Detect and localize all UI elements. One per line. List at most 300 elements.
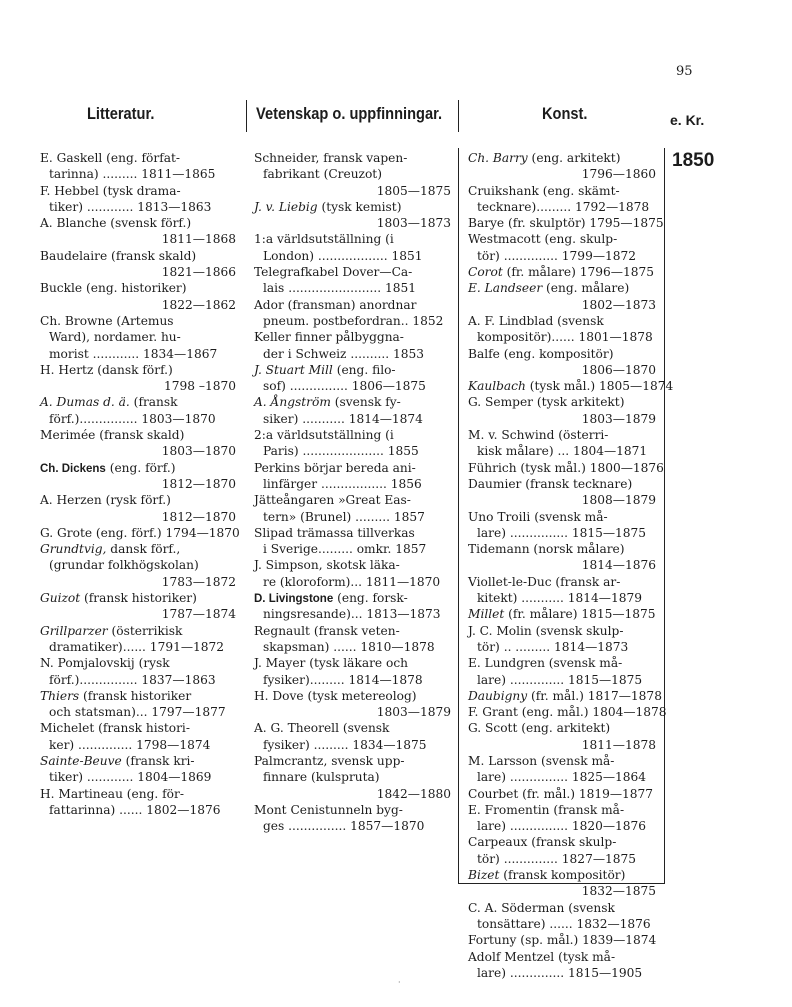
entry-text: (tysk kemist) xyxy=(317,199,402,214)
entry-line xyxy=(468,574,656,590)
entry-text: Uno Troili (svensk må- xyxy=(468,509,608,524)
entry-text: (österrikisk xyxy=(107,623,183,638)
entry-text: (fransk xyxy=(129,395,178,410)
entry-line xyxy=(40,525,240,541)
entry-text: 1808—1879 xyxy=(581,493,656,508)
literature-header: Litteratur. xyxy=(87,104,155,123)
entry-text: Regnault (fransk veten- xyxy=(254,623,400,638)
entry-line xyxy=(468,883,656,899)
entry-name: A. Ångström xyxy=(254,395,331,410)
entry-line xyxy=(40,166,236,182)
entry-text: 1805—1875 xyxy=(376,183,451,198)
entry-line xyxy=(468,411,656,427)
entry-line xyxy=(254,362,451,378)
entry-text: 1803—1870 xyxy=(161,444,236,459)
entry-line xyxy=(40,313,236,329)
entry-line xyxy=(468,965,656,981)
entry-text: 1803—1879 xyxy=(581,411,656,426)
entry-line xyxy=(468,394,656,410)
entry-name: Daubigny xyxy=(468,688,528,703)
entry-text: M. Larsson (svensk må- xyxy=(468,753,615,768)
entry-line xyxy=(468,150,656,166)
entry-line xyxy=(254,639,451,655)
entry-line xyxy=(468,248,656,264)
entry-name: Guizot xyxy=(40,591,81,606)
entry-line xyxy=(254,818,451,834)
entry-line xyxy=(468,264,656,280)
entry-text: (eng. filo- xyxy=(332,362,396,377)
entry-text: (grundar folkhögskolan) xyxy=(49,558,199,573)
entry-text: 1832—1875 xyxy=(581,884,656,899)
entry-text: 1803—1879 xyxy=(376,705,451,720)
entry-text: pneum. postbefordran.. 1852 xyxy=(263,313,444,328)
entry-text: kompositör)...... 1801—1878 xyxy=(477,330,653,345)
entry-line xyxy=(40,183,236,199)
entry-line xyxy=(40,492,236,508)
entry-line xyxy=(40,199,236,215)
entry-text: Ward), nordamer. hu- xyxy=(49,330,181,345)
entry-line xyxy=(40,737,236,753)
entry-text: Westmacott (eng. skulp- xyxy=(468,232,618,247)
entry-text: Paris) ..................... 1855 xyxy=(263,444,419,459)
entry-line xyxy=(40,704,236,720)
entry-text: 1821—1866 xyxy=(161,265,236,280)
entry-line xyxy=(468,851,656,867)
entry-line xyxy=(254,150,451,166)
entry-text: 1811—1868 xyxy=(161,232,236,247)
entry-line xyxy=(40,394,236,410)
entry-text: lais ........................ 1851 xyxy=(263,281,417,296)
art-header: Konst. xyxy=(542,104,588,123)
entry-line xyxy=(254,509,451,525)
entry-text: 1842—1880 xyxy=(376,786,451,801)
entry-line xyxy=(40,509,236,525)
column-divider-3 xyxy=(664,148,665,883)
entry-text: fattarinna) ...... 1802—1876 xyxy=(49,802,221,817)
column-divider-2 xyxy=(458,148,459,883)
entry-text: F. Hebbel (tysk drama- xyxy=(40,183,181,198)
entry-line xyxy=(40,655,236,671)
entry-text: fysiker) ......... 1834—1875 xyxy=(263,737,427,752)
entry-text: (fransk kri- xyxy=(121,753,195,768)
entry-line xyxy=(40,362,236,378)
entry-text: G. Scott (eng. arkitekt) xyxy=(468,721,611,736)
entry-text: Cruikshank (eng. skämt- xyxy=(468,183,620,198)
entry-text: Perkins börjar bereda ani- xyxy=(254,460,416,475)
entry-line xyxy=(40,476,236,492)
entry-line xyxy=(468,639,656,655)
entry-line xyxy=(468,427,656,443)
entry-line xyxy=(468,166,656,182)
entry-text: der i Schweiz .......... 1853 xyxy=(263,346,424,361)
entry-text: (fr. mål.) 1817—1878 xyxy=(527,688,662,703)
entry-line xyxy=(254,231,451,247)
entry-line xyxy=(468,623,656,639)
entry-text: dramatiker)...... 1791—1872 xyxy=(49,639,225,654)
year-marker: 1850 xyxy=(672,150,715,171)
entry-text: morist ............ 1834—1867 xyxy=(49,346,218,361)
entry-text: sof) ............... 1806—1875 xyxy=(263,379,426,394)
entry-line xyxy=(254,248,451,264)
entry-line xyxy=(468,769,656,785)
entry-text: tör) .............. 1799—1872 xyxy=(477,248,637,263)
entry-text: Keller finner pålbyggna- xyxy=(254,330,404,345)
entry-line xyxy=(254,280,451,296)
entry-text: Merimée (fransk skald) xyxy=(40,428,185,443)
entry-text: Palmcrantz, svensk upp- xyxy=(254,753,405,768)
entry-text: Barye (fr. skulptör) 1795—1875 xyxy=(468,216,664,231)
entry-text: tecknare)......... 1792—1878 xyxy=(477,199,650,214)
entry-line xyxy=(468,280,656,296)
entry-line xyxy=(40,672,236,688)
entry-text: 1811—1878 xyxy=(581,737,656,752)
entry-text: tör) .............. 1827—1875 xyxy=(477,851,637,866)
entry-text: London) .................. 1851 xyxy=(263,248,423,263)
entry-text: Slipad trämassa tillverkas xyxy=(254,525,415,540)
entry-text: lare) ............... 1815—1875 xyxy=(477,525,647,540)
entry-line xyxy=(468,525,656,541)
entry-text: kitekt) ........... 1814—1879 xyxy=(477,591,643,606)
entry-line xyxy=(468,753,656,769)
entry-line xyxy=(40,802,236,818)
entry-text: (tysk mål.) 1805—1874 xyxy=(525,379,674,394)
entry-text: J. Mayer (tysk läkare och xyxy=(254,656,409,671)
entry-line xyxy=(254,411,451,427)
entry-name: Grundtvig, xyxy=(40,542,107,557)
entry-line xyxy=(40,541,236,557)
entry-line xyxy=(468,688,662,704)
entry-name: J. v. Liebig xyxy=(254,199,318,214)
entry-line xyxy=(40,427,236,443)
entry-text: J. Simpson, skotsk läka- xyxy=(254,558,400,573)
entry-line xyxy=(468,329,656,345)
entry-text: Tidemann (norsk målare) xyxy=(468,542,625,557)
entry-line xyxy=(468,492,656,508)
entry-line xyxy=(254,492,451,508)
entry-text: F. Grant (eng. mål.) 1804—1878 xyxy=(468,705,667,720)
entry-line xyxy=(468,541,656,557)
entry-line xyxy=(468,313,656,329)
entry-text: J. C. Molin (svensk skulp- xyxy=(468,623,624,638)
entry-text: Schneider, fransk vapen- xyxy=(254,151,408,165)
entry-line xyxy=(40,590,236,606)
entry-line xyxy=(40,411,236,427)
page-speck: · xyxy=(398,978,401,987)
entry-line xyxy=(468,606,656,622)
literature-column xyxy=(40,150,240,818)
entry-text: (fr. målare) 1796—1875 xyxy=(502,265,654,280)
entry-name: E. Landseer xyxy=(468,281,543,296)
entry-line xyxy=(254,590,451,606)
entry-line xyxy=(254,215,451,231)
entry-line xyxy=(40,297,236,313)
entry-text: A. G. Theorell (svensk xyxy=(254,721,390,736)
era-label: e. Kr. xyxy=(670,112,705,128)
entry-text: Balfe (eng. kompositör) xyxy=(468,346,614,361)
entry-line xyxy=(254,427,451,443)
entry-text: kisk målare) ... 1804—1871 xyxy=(477,444,648,459)
entry-line xyxy=(468,378,674,394)
entry-text: tarinna) ......... 1811—1865 xyxy=(49,167,216,182)
page-number: 95 xyxy=(676,64,693,79)
entry-line xyxy=(254,655,451,671)
entry-line xyxy=(468,460,664,476)
entry-text: Mont Cenistunneln byg- xyxy=(254,802,403,817)
entry-line xyxy=(468,443,656,459)
entry-text: re (kloroform)... 1811—1870 xyxy=(263,574,441,589)
entry-line xyxy=(254,623,451,639)
entry-line xyxy=(40,639,236,655)
entry-line xyxy=(40,215,236,231)
entry-name: Thiers xyxy=(40,688,80,703)
entry-line xyxy=(254,476,451,492)
entry-text: 1806—1870 xyxy=(581,362,656,377)
entry-text: tiker) ............ 1804—1869 xyxy=(49,770,212,785)
entry-text: ges ............... 1857—1870 xyxy=(263,819,425,834)
entry-text: (fransk historiker xyxy=(79,688,192,703)
entry-line xyxy=(254,769,451,785)
entry-text: 1787—1874 xyxy=(161,607,236,622)
entry-text: och statsman)... 1797—1877 xyxy=(49,705,226,720)
column-divider-1 xyxy=(246,100,247,132)
entry-line xyxy=(468,867,656,883)
entry-text: 1796—1860 xyxy=(581,167,656,182)
entry-text: Fortuny (sp. mål.) 1839—1874 xyxy=(468,933,657,948)
entry-text: tern» (Brunel) ......... 1857 xyxy=(263,509,425,524)
entry-line xyxy=(254,574,451,590)
entry-text: (eng. målare) xyxy=(542,281,630,296)
entry-text: siker) ........... 1814—1874 xyxy=(263,411,423,426)
entry-name: Corot xyxy=(468,265,503,280)
entry-line xyxy=(254,688,451,704)
entry-name: Ch. Dickens xyxy=(40,462,106,475)
entry-line xyxy=(254,460,451,476)
entry-name: J. Stuart Mill xyxy=(254,362,333,377)
entry-text: Buckle (eng. historiker) xyxy=(40,281,187,296)
science-column xyxy=(254,150,451,834)
entry-line xyxy=(254,378,451,394)
entry-text: 1822—1862 xyxy=(161,297,236,312)
entry-line xyxy=(468,297,656,313)
entry-line xyxy=(254,264,451,280)
entry-line xyxy=(40,264,236,280)
entry-line xyxy=(254,704,451,720)
entry-text: Daumier (fransk tecknare) xyxy=(468,476,633,491)
entry-line xyxy=(468,231,656,247)
entry-text: H. Dove (tysk metereolog) xyxy=(254,688,417,703)
entry-text: C. A. Söderman (svensk xyxy=(468,900,615,915)
entry-line xyxy=(40,688,236,704)
entry-text: A. Herzen (rysk förf.) xyxy=(40,493,171,508)
entry-name: Kaulbach xyxy=(468,379,526,394)
entry-text: (fransk historiker) xyxy=(80,591,197,606)
entry-line xyxy=(40,460,236,476)
entry-name: Grillparzer xyxy=(40,623,108,638)
entry-line xyxy=(254,166,451,182)
entry-text: lare) ............... 1820—1876 xyxy=(477,819,647,834)
entry-line xyxy=(40,346,236,362)
entry-text: E. Gaskell (eng. förfat- xyxy=(40,151,181,165)
entry-text: E. Fromentin (fransk må- xyxy=(468,802,625,817)
entry-text: 1:a världsutställning (i xyxy=(254,232,394,247)
entry-line xyxy=(254,346,451,362)
entry-line xyxy=(40,329,236,345)
entry-text: M. v. Schwind (österri- xyxy=(468,428,609,443)
entry-line xyxy=(254,557,451,573)
entry-text: G. Semper (tysk arkitekt) xyxy=(468,395,625,410)
entry-line xyxy=(254,672,451,688)
entry-name: D. Livingstone xyxy=(254,593,334,606)
entry-text: Jätteångaren »Great Eas- xyxy=(254,493,411,508)
entry-line xyxy=(468,704,667,720)
entry-text: ningsresande)... 1813—1873 xyxy=(263,607,441,622)
entry-line xyxy=(254,443,451,459)
entry-line xyxy=(254,786,451,802)
entry-text: tiker) ............ 1813—1863 xyxy=(49,199,212,214)
entry-line xyxy=(40,623,236,639)
entry-line xyxy=(254,525,451,541)
entry-line xyxy=(468,932,656,948)
entry-line xyxy=(254,313,451,329)
entry-line xyxy=(468,786,656,802)
entry-text: (svensk fy- xyxy=(330,395,401,410)
entry-text: A. Blanche (svensk förf.) xyxy=(40,216,192,231)
entry-line xyxy=(468,557,656,573)
entry-text: A. F. Lindblad (svensk xyxy=(468,313,604,328)
entry-line xyxy=(254,329,451,345)
entry-text: lare) .............. 1815—1875 xyxy=(477,672,643,687)
entry-line xyxy=(468,590,656,606)
entry-line xyxy=(40,786,236,802)
entry-text: ker) .............. 1798—1874 xyxy=(49,737,211,752)
entry-line xyxy=(40,378,236,394)
science-header: Vetenskap o. uppfinningar. xyxy=(256,104,443,123)
entry-line xyxy=(40,753,236,769)
entry-line xyxy=(254,737,451,753)
entry-text: 1802—1873 xyxy=(581,297,656,312)
entry-text: H. Hertz (dansk förf.) xyxy=(40,362,173,377)
entry-line xyxy=(468,362,656,378)
entry-text: skapsman) ...... 1810—1878 xyxy=(263,639,435,654)
entry-text: 1812—1870 xyxy=(161,509,236,524)
entry-text: (fr. målare) 1815—1875 xyxy=(504,607,656,622)
entry-text: i Sverige......... omkr. 1857 xyxy=(263,542,427,557)
entry-text: (eng. forsk- xyxy=(333,591,408,606)
entry-text: Ch. Browne (Artemus xyxy=(40,313,174,328)
entry-line xyxy=(40,150,236,166)
entry-line xyxy=(40,231,236,247)
entry-text: (fransk kompositör) xyxy=(499,868,626,883)
entry-text: 1803—1873 xyxy=(376,216,451,231)
entry-line xyxy=(468,346,656,362)
entry-line xyxy=(254,541,451,557)
entry-line xyxy=(40,443,236,459)
entry-text: Baudelaire (fransk skald) xyxy=(40,248,197,263)
entry-text: Viollet-le-Duc (fransk ar- xyxy=(468,574,621,589)
entry-text: Telegrafkabel Dover—Ca- xyxy=(254,265,413,280)
entry-text: lare) .............. 1815—1905 xyxy=(477,965,643,980)
entry-text: fysiker)......... 1814—1878 xyxy=(263,672,423,687)
entry-text: N. Pomjalovskij (rysk xyxy=(40,656,170,671)
entry-text: Führich (tysk mål.) 1800—1876 xyxy=(468,460,664,475)
entry-text: tonsättare) ...... 1832—1876 xyxy=(477,916,651,931)
entry-line xyxy=(40,574,236,590)
entry-line xyxy=(254,720,451,736)
entry-text: 1812—1870 xyxy=(161,476,236,491)
entry-line xyxy=(468,900,656,916)
entry-name: Bizet xyxy=(468,868,500,883)
entry-text: finnare (kulspruta) xyxy=(263,770,380,785)
entry-name: A. Dumas d. ä. xyxy=(40,395,130,410)
entry-line xyxy=(468,818,656,834)
entry-text: Carpeaux (fransk skulp- xyxy=(468,835,617,850)
entry-line xyxy=(468,802,656,818)
entry-line xyxy=(40,720,236,736)
entry-text: E. Lundgren (svensk må- xyxy=(468,656,623,671)
entry-text: tör) .. ......... 1814—1873 xyxy=(477,639,629,654)
entry-text: Courbet (fr. mål.) 1819—1877 xyxy=(468,786,654,801)
entry-line xyxy=(468,199,656,215)
entry-line xyxy=(254,297,451,313)
entry-name: Sainte-Beuve xyxy=(40,753,122,768)
entry-text: 1798 –1870 xyxy=(163,379,236,394)
entry-text: H. Martineau (eng. för- xyxy=(40,786,184,801)
entry-line xyxy=(40,606,236,622)
entry-line xyxy=(254,753,451,769)
entry-line xyxy=(468,655,656,671)
entry-text: Adolf Mentzel (tysk må- xyxy=(468,949,616,964)
entry-text: 1814—1876 xyxy=(581,558,656,573)
entry-line xyxy=(468,672,656,688)
entry-line xyxy=(468,834,656,850)
entry-text: dansk förf., xyxy=(106,542,181,557)
entry-text: 1783—1872 xyxy=(161,574,236,589)
entry-text: (eng. arkitekt) xyxy=(527,151,621,165)
entry-line xyxy=(468,916,656,932)
entry-text: G. Grote (eng. förf.) 1794—1870 xyxy=(40,525,240,540)
entry-line xyxy=(254,199,451,215)
entry-text: förf.)............... 1837—1863 xyxy=(49,672,216,687)
entry-name: Millet xyxy=(468,607,505,622)
entry-text: lare) ............... 1825—1864 xyxy=(477,770,647,785)
entry-line xyxy=(468,949,656,965)
art-column xyxy=(468,150,674,981)
entry-line xyxy=(254,183,451,199)
entry-line xyxy=(40,557,236,573)
entry-line xyxy=(468,183,656,199)
entry-line xyxy=(254,394,451,410)
entry-line xyxy=(468,509,656,525)
entry-text: linfärger ................. 1856 xyxy=(263,476,422,491)
entry-name: Ch. Barry xyxy=(468,151,528,165)
entry-text: (eng. förf.) xyxy=(105,460,176,475)
entry-text: fabrikant (Creuzot) xyxy=(263,167,382,182)
entry-line xyxy=(468,476,656,492)
entry-line xyxy=(468,720,656,736)
entry-text: förf.)............... 1803—1870 xyxy=(49,411,216,426)
entry-line xyxy=(40,280,236,296)
entry-text: Michelet (fransk histori- xyxy=(40,721,190,736)
entry-line xyxy=(254,606,451,622)
entry-line xyxy=(40,248,236,264)
entry-line xyxy=(468,737,656,753)
entry-line xyxy=(468,215,664,231)
column-divider-2-top xyxy=(458,100,459,132)
entry-line xyxy=(40,769,236,785)
entry-line xyxy=(254,802,451,818)
entry-text: Ador (fransman) anordnar xyxy=(254,297,417,312)
entry-text: 2:a världsutställning (i xyxy=(254,428,394,443)
